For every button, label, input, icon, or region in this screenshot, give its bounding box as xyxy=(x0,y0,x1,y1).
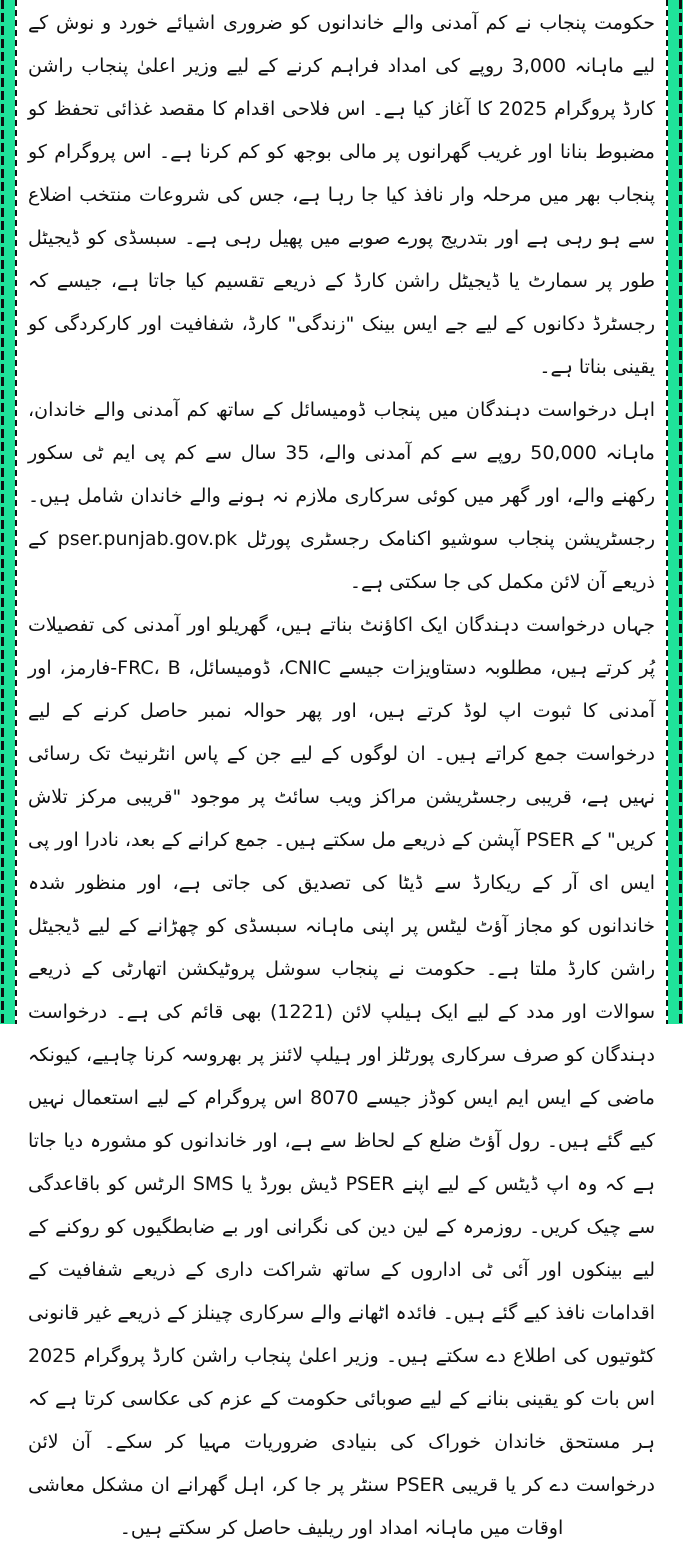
left-decorative-border xyxy=(0,0,15,1024)
article-body xyxy=(22,2,661,1539)
paragraph-eligibility: اہل درخواست دہندگان میں پنجاب ڈومیسائل کے ساتھ کم آمدنی والے خاندان، ماہانہ 50,000 روپے سے کم آمدنی والے، 35 سال سے کم پی ایم ٹی سکور رکھنے والے، اور گھر میں کوئی سرکاری ملازم نہ ہونے والے خاندان شامل ہیں۔ رجسٹریشن پنجاب سوشیو اکنامک رجسٹری پورٹل pser.punjab.gov.pk کے ذریعے آن لائن مکمل کی جا سکتی ہے۔ xyxy=(28,399,655,593)
paragraph-intro: حکومت پنجاب نے کم آمدنی والے خاندانوں کو ضروری اشیائے خورد و نوش کے لیے ماہانہ 3,000 روپے کی امداد فراہم کرنے کے لیے وزیر اعلیٰ پنجاب راشن کارڈ پروگرام 2025 کا آغاز کیا ہے۔ اس فلاحی اقدام کا مقصد غذائی تحفظ کو مضبوط بنانا اور غریب گھرانوں پر مالی بوجھ کو کم کرنا ہے۔ اس پروگرام کو پنجاب بھر میں مرحلہ وار نافذ کیا جا رہا ہے، جس کی شروعات منتخب اضلاع سے ہو رہی ہے اور بتدریج پورے صوبے میں پھیل رہی ہے۔ سبسڈی کو ڈیجیٹل طور پر سمارٹ یا ڈیجیٹل راشن کارڈ کے ذریعے تقسیم کیا جاتا ہے، جیسے کہ رجسٹرڈ دکانوں کے لیے جے ایس بینک "زندگی" کارڈ، شفافیت اور کارکردگی کو یقینی بناتا ہے۔ xyxy=(28,12,656,378)
right-decorative-border xyxy=(668,0,683,1024)
paragraph-process: جہاں درخواست دہندگان ایک اکاؤنٹ بناتے ہیں، گھریلو اور آمدنی کی تفصیلات پُر کرتے ہیں، مطلوبہ دستاویزات جیسے CNIC، ڈومیسائل، FRC، B-فارمز، اور آمدنی کا ثبوت اپ لوڈ کرتے ہیں، اور پھر حوالہ نمبر حاصل کرنے کے لیے درخواست جمع کراتے ہیں۔ ان لوگوں کے لیے جن کے پاس انٹرنیٹ تک رسائی نہیں ہے، قریبی رجسٹریشن مراکز ویب سائٹ پر موجود "قریبی مرکز تلاش کریں" کے PSER آپشن کے ذریعے مل سکتے ہیں۔ جمع کرانے کے بعد، نادرا اور پی ایس ای آر کے ریکارڈ سے ڈیٹا کی تصدیق کی جاتی ہے، اور منظور شدہ خاندانوں کو مجاز آؤٹ لیٹس پر اپنی ماہانہ سبسڈی کو چھڑانے کے لیے ڈیجیٹل راشن کارڈ ملتا ہے۔ حکومت نے پنجاب سوشل پروٹیکشن اتھارٹی کے ذریعے سوالات اور مدد کے لیے ایک ہیلپ لائن (1221) بھی قائم کی ہے۔ درخواست دہندگان کو صرف سرکاری پورٹلز اور ہیلپ لائنز پر بھروسہ کرنا چاہیے، کیونکہ ماضی کے ایس ایم ایس کوڈز جیسے 8070 اس پروگرام کے لیے استعمال نہیں کیے گئے ہیں۔ رول آؤٹ ضلع کے لحاظ سے ہے، اور خاندانوں کو مشورہ دیا جاتا ہے کہ وہ اپ ڈیٹس کے لیے اپنے PSER ڈیش بورڈ یا SMS الرٹس کو باقاعدگی سے چیک کریں۔ روزمرہ کے لین دین کی نگرانی اور بے ضابطگیوں کو روکنے کے لیے بینکوں اور آئی ٹی اداروں کے ساتھ شراکت داری کے ذریعے شفافیت کے اقدامات نافذ کیے گئے ہیں۔ فائدہ اٹھانے والے سرکاری چینلز کے ذریعے غیر قانونی کٹوتیوں کی اطلاع دے سکتے ہیں۔ وزیر اعلیٰ پنجاب راشن کارڈ پروگرام 2025 اس بات کو یقینی بنانے کے لیے صوبائی حکومت کے عزم کی عکاسی کرتا ہے کہ ہر مستحق خاندان خوراک کی بنیادی ضروریات مہیا کر سکے۔ آن لائن درخواست دے کر یا قریبی PSER سنٹر پر جا کر، اہل گھرانے ان مشکل معاشی اوقات میں ماہانہ امداد اور ریلیف حاصل کر سکتے ہیں۔ xyxy=(28,614,656,1539)
